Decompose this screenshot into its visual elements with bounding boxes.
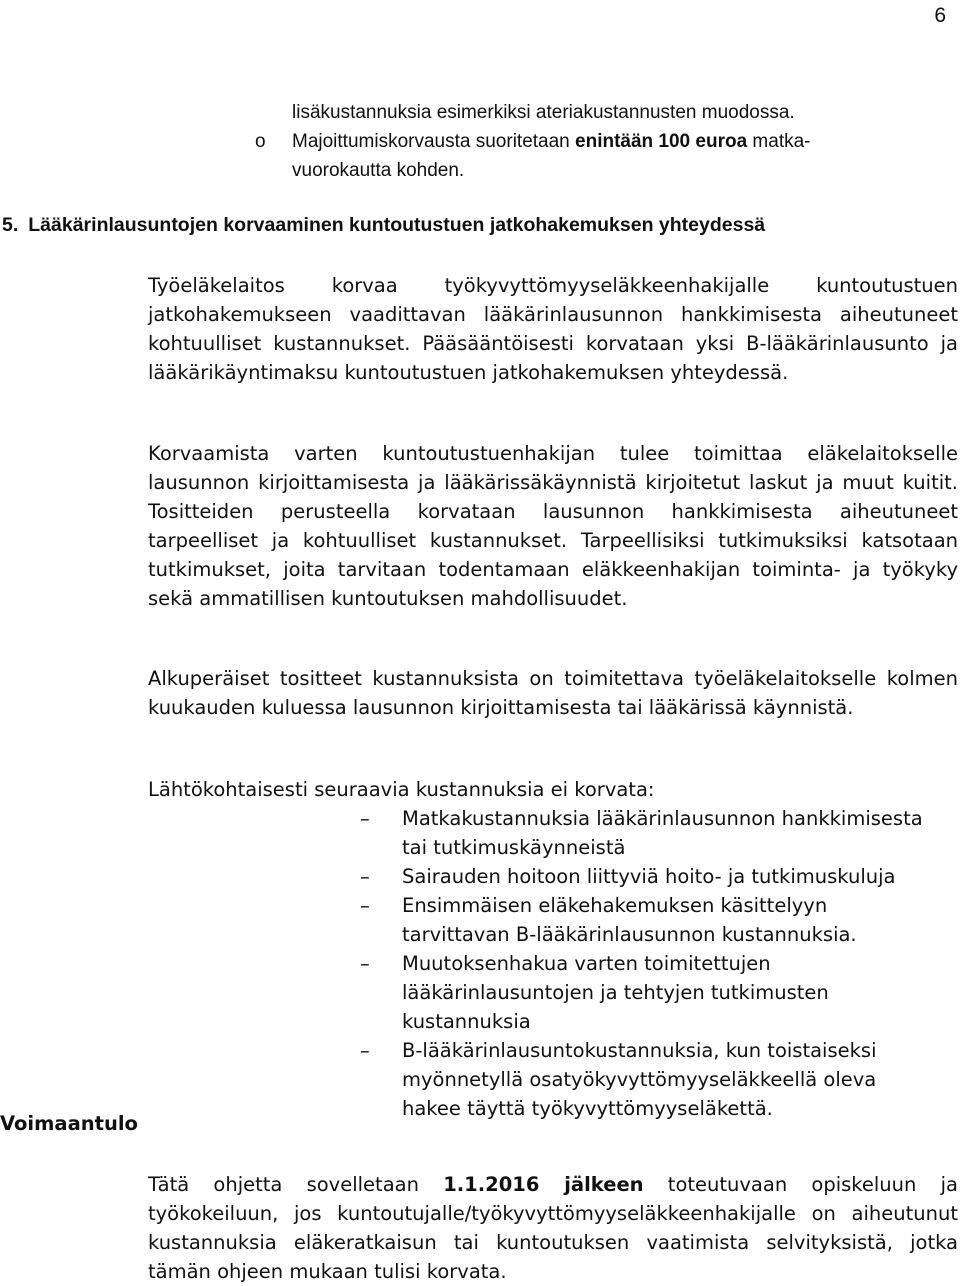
list-item-text: Ensimmäisen eläkehakemuksen käsittelyyn tarvittavan B-lääkärinlausunnon kustannuksia. — [402, 894, 857, 946]
paragraph-excluded-costs-intro: Lähtökohtaisesti seuraavia kustannuksia ei korvata: — [148, 778, 655, 801]
bullet-item-wrap: vuorokautta kohden. — [292, 160, 465, 181]
circle-bullet-icon: o — [255, 131, 266, 152]
paragraph-effective-date — [148, 1170, 958, 1286]
dash-bullet-icon: – — [360, 894, 370, 917]
list-item-text: Sairauden hoitoon liittyviä hoito- ja tutkimuskuluja — [402, 865, 896, 888]
effective-text-start: Tätä ohjetta sovelletaan — [148, 1173, 444, 1196]
page-number: 6 — [934, 4, 946, 27]
list-item-text: B-lääkärinlausuntokustannuksia, kun toistaiseksi myönnetyllä osatyökyvyttömyyseläkkeellä oleva hakee täyttä työkyvyttömyyseläkettä. — [402, 1039, 877, 1120]
top-bullet-list — [0, 98, 960, 185]
list-item — [360, 862, 940, 891]
list-item — [360, 949, 940, 1036]
dash-bullet-icon: – — [360, 1039, 370, 1062]
dash-bullet-icon: – — [360, 807, 370, 830]
section-title: Lääkärinlausuntojen korvaaminen kuntoutustuen jatkohakemuksen yhteydessä — [28, 214, 766, 236]
dash-bullet-icon: – — [360, 952, 370, 975]
paragraph-reimbursement: Työeläkelaitos korvaa työkyvyttömyyseläkkeenhakijalle kuntoutustuen jatkohakemukseen vaadittavan lääkärinlausunnon hankkimisesta aiheutuneet kohtuulliset kustannukset. Pääsääntöisesti korvataan yksi B-lääkärinlausunto ja lääkärikäyntimaksu kuntoutustuen jatkohakemuksen yhteydessä. — [148, 274, 958, 384]
section-heading — [2, 214, 765, 237]
list-item — [360, 1036, 940, 1123]
bullet-text-bold: enintään 100 euroa — [575, 131, 748, 152]
paragraph-receipts: Korvaamista varten kuntoutustuenhakijan tulee toimittaa eläkelaitokselle lausunnon kirjoittamisesta ja lääkärissäkäynnistä kirjoitetut laskut ja muut kuitit. Tositteiden perusteella korvataan lausunnon hankkimisesta aiheutuneet tarpeelliset ja kohtuulliset kustannukset. Tarpeellisiksi tutkimuksiksi katsotaan tutkimukset, joita tarvitaan todentamaan eläkkeenhakijan toiminta- ja työkyky sekä ammatillisen kuntoutuksen mahdollisuudet. — [148, 442, 958, 610]
section-number: 5. — [2, 214, 19, 236]
paragraph-original-receipts: Alkuperäiset tositteet kustannuksista on toimitettava työeläkelaitokselle kolmen kuukauden kuluessa lausunnon kirjoittamisesta tai lääkärissä käynnistä. — [148, 667, 958, 719]
list-item-text: Muutoksenhakua varten toimitettujen lääkärinlausuntojen ja tehtyjen tutkimusten kustannuksia — [402, 952, 829, 1033]
bullet-continuation-line: lisäkustannuksia esimerkiksi ateriakustannusten muodossa. — [292, 102, 795, 123]
list-item-text: Matkakustannuksia lääkärinlausunnon hankkimisesta tai tutkimuskäynneistä — [402, 807, 923, 859]
voimaantulo-heading: Voimaantulo — [0, 1112, 138, 1135]
bullet-text-start: Majoittumiskorvausta suoritetaan — [292, 131, 576, 152]
bullet-text-end: matka- — [747, 131, 811, 152]
excluded-costs-list — [360, 804, 940, 1123]
effective-text-end: toteutuvaan opiskeluun ja työkokeiluun, jos kuntoutujalle/työkyvyttömyyseläkkeenhakijalle on aiheutunut kustannuksia eläkeratkaisun tai kuntoutuksen vaatimista selvityksistä, jotka tämän ohjeen mukaan tulisi korvata. — [148, 1173, 958, 1283]
effective-date: 1.1.2016 jälkeen — [443, 1173, 644, 1196]
list-item — [360, 891, 940, 949]
list-item — [360, 804, 940, 862]
dash-bullet-icon: – — [360, 865, 370, 888]
bullet-item-accommodation — [0, 127, 912, 156]
